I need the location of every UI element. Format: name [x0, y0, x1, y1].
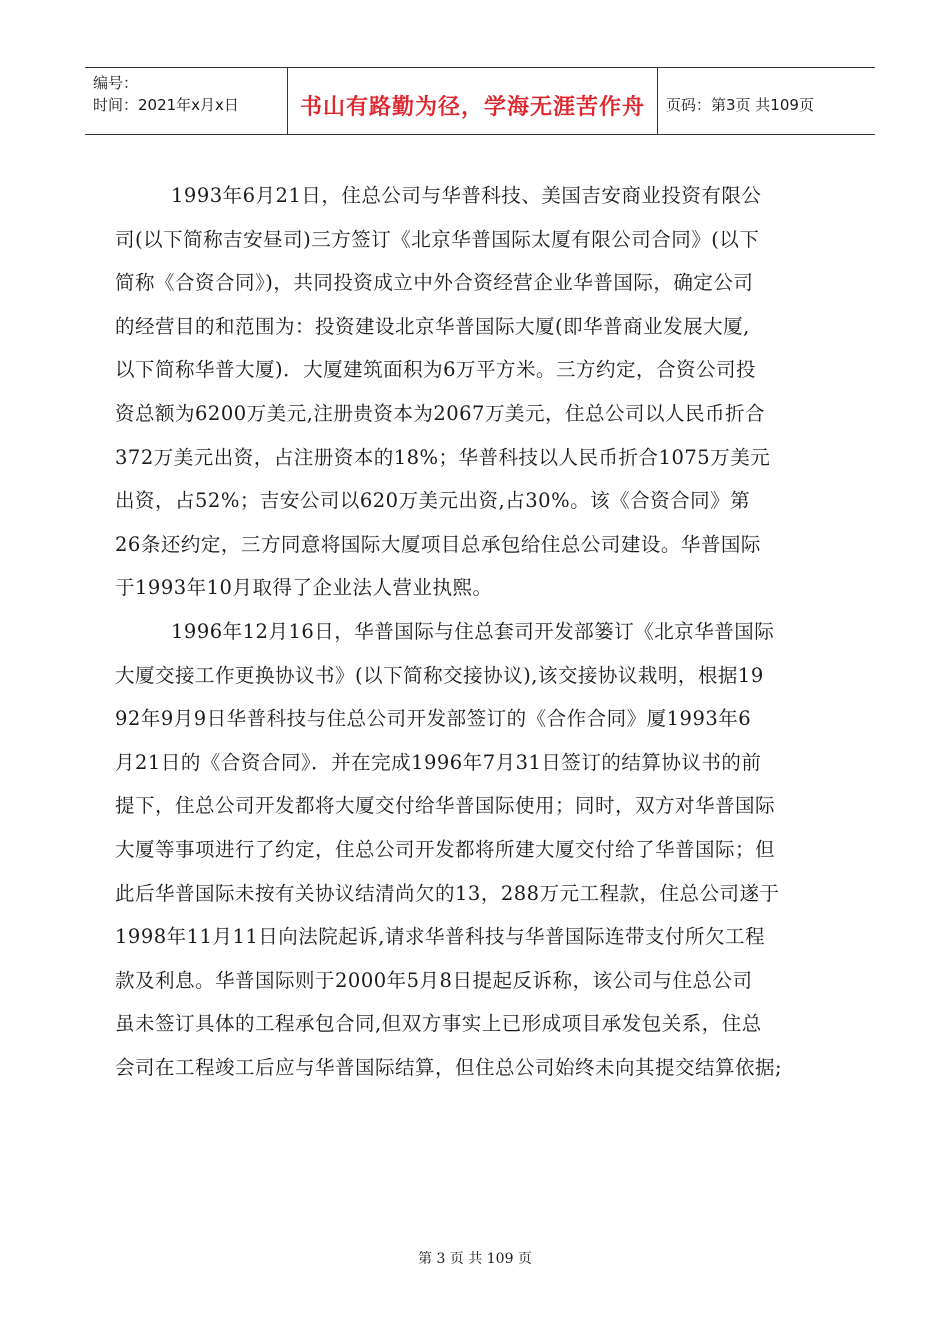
header-time-label: 时间：2021年x月x日	[93, 96, 239, 114]
body-line: 虽未签订具体的工程承包合同,但双方事实上已形成项目承发包关系，住总	[115, 1012, 762, 1036]
body-line: 26条还约定，三方同意将国际大厦项目总承包给住总公司建设。华普国际	[115, 532, 761, 556]
body-line: 92年9月9日华普科技与住总公司开发部签订的《合作合同》厦1993年6	[115, 707, 752, 731]
body-line: 1998年11月11日向法院起诉,请求华普科技与华普国际连带支付所欠工程	[115, 925, 765, 949]
body-line: 简称《合资合同》)，共同投资成立中外合资经营企业华普国际，确定公司	[115, 271, 754, 295]
body-line: 会司在工程竣工后应与华普国际结算，但住总公司始终未向其提交结算依据;	[115, 1055, 783, 1079]
body-line: 1996年12月16日，华普国际与住总套司开发部篓订《北京华普国际	[171, 619, 775, 643]
header-meta	[85, 68, 287, 134]
page-header	[85, 67, 875, 135]
document-body	[115, 174, 837, 1089]
body-line: 372万美元出资，占注册资本的18%；华普科技以人民币折合1075万美元	[115, 445, 771, 469]
page-footer: 第 3 页 共 109 页	[418, 1251, 532, 1267]
header-slogan: 书山有路勤为径，学海无涯苦作舟	[287, 68, 658, 134]
body-line: 大厦等事项进行了约定，住总公司开发都将所建大厦交付给了华普国际；但	[115, 837, 776, 861]
body-line: 出资，占52%；吉安公司以620万美元出资,占30%。该《合资合同》第	[115, 489, 751, 513]
body-line: 的经营目的和范围为：投资建设北京华普国际大厦(即华普商业发展大厦,	[115, 314, 750, 338]
body-line: 1993年6月21日，住总公司与华普科技、美国吉安商业投资有限公	[171, 184, 762, 207]
body-line: 资总额为6200万美元,注册贵资本为2067万美元，住总公司以人民币折合	[115, 401, 765, 425]
header-number-label: 编号：	[93, 74, 139, 92]
body-line: 款及利息。华普国际则于2000年5月8日提起反诉称，该公司与住总公司	[115, 968, 753, 992]
body-line: 于1993年10月取得了企业法人营业执熙。	[115, 576, 493, 600]
body-line: 提下，住总公司开发都将大厦交付给华普国际使用；同时，双方对华普国际	[115, 794, 776, 818]
body-line: 以下简称华普大厦)．大厦建筑面积为6万平方米。三方约定，合资公司投	[115, 358, 757, 382]
body-line: 司(以下简称吉安昼司)三方签订《北京华普国际太厦有限公司合同》(以下	[115, 227, 760, 251]
body-line: 大厦交接工作更换协议书》(以下简称交接协议),该交接协议栽明，根据19	[115, 663, 764, 687]
body-line: 此后华普国际未按有关协议结清尚欠的13，288万元工程款，住总公司遂于	[115, 881, 780, 905]
header-page-info: 页码：第3页 共109页	[666, 95, 814, 114]
body-line: 月21日的《合资合同》．并在完成1996年7月31日签订的结算协议书的前	[115, 750, 762, 774]
